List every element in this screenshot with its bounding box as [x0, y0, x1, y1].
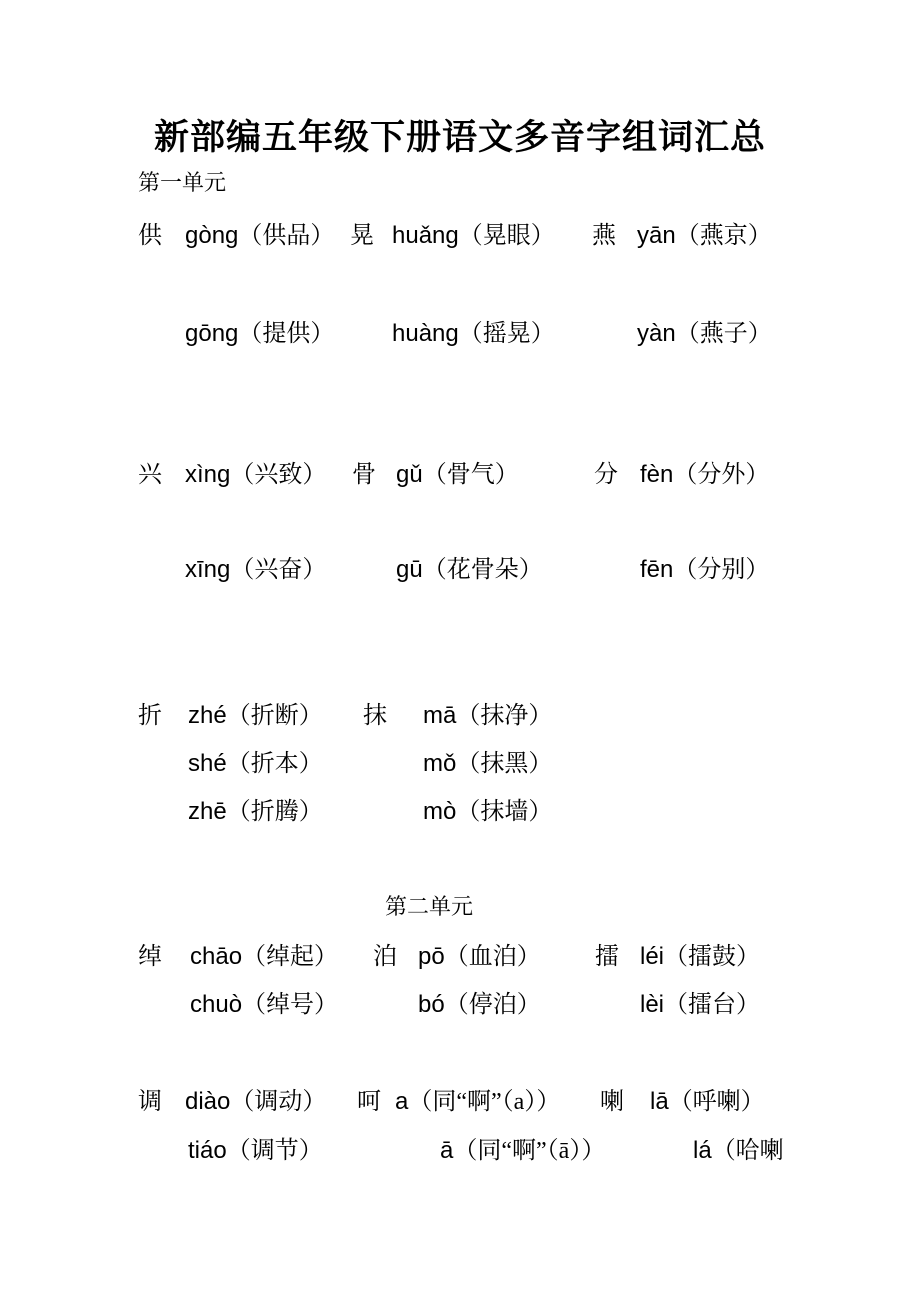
reading-entry: [418, 991, 541, 1020]
example-word: （抹净）: [456, 703, 553, 729]
reading-entry: [650, 1088, 765, 1117]
reading-entry: [423, 702, 552, 731]
reading-entry: [185, 461, 326, 490]
example-word: （骨气）: [422, 462, 519, 488]
hanzi-char: 调: [138, 1089, 162, 1115]
pinyin: gōng: [185, 320, 239, 347]
pinyin: chāo: [190, 943, 243, 970]
reading-entry: [185, 556, 326, 585]
example-word: （燕京）: [675, 223, 772, 249]
reading-entry: [396, 556, 543, 585]
pinyin: fèn: [640, 461, 674, 488]
example-word: （兴奋）: [230, 557, 327, 583]
hanzi-char: 折: [138, 703, 162, 729]
hanzi-char: 分: [594, 462, 618, 488]
pinyin: bó: [418, 991, 445, 1018]
pinyin: pō: [418, 943, 445, 970]
reading-entry: [418, 943, 541, 972]
hanzi-char: 绰: [138, 944, 162, 970]
example-word: （抹黑）: [456, 751, 553, 777]
reading-entry: [190, 943, 338, 972]
pinyin: léi: [640, 943, 665, 970]
pinyin: zhé: [188, 702, 227, 729]
reading-entry: [637, 320, 772, 349]
example-word: （折本）: [226, 751, 323, 777]
pinyin: chuò: [190, 991, 243, 1018]
example-word: （抹墙）: [456, 799, 553, 825]
pinyin: mā: [423, 702, 457, 729]
reading-entry: [423, 798, 552, 827]
pinyin: mǒ: [423, 750, 457, 777]
pinyin: yàn: [637, 320, 676, 347]
reading-entry: [637, 222, 772, 251]
example-word: （折腾）: [226, 799, 323, 825]
example-word: （绰号）: [242, 992, 339, 1018]
pinyin: diào: [185, 1088, 231, 1115]
pinyin: ā: [440, 1137, 454, 1164]
example-word: （调动）: [230, 1089, 327, 1115]
example-word: （哈喇: [711, 1138, 784, 1164]
pinyin: shé: [188, 750, 227, 777]
hanzi-char: 燕: [592, 223, 616, 249]
example-word: （呼喇）: [668, 1089, 765, 1115]
reading-entry: [640, 461, 769, 490]
pinyin: yān: [637, 222, 676, 249]
hanzi-char: 兴: [138, 462, 162, 488]
reading-entry: [392, 320, 555, 349]
reading-entry: [185, 1088, 326, 1117]
reading-entry: [395, 1088, 560, 1117]
pinyin: lèi: [640, 991, 665, 1018]
hanzi-char: 泊: [373, 944, 397, 970]
pinyin: huàng: [392, 320, 459, 347]
example-word: （擂鼓）: [664, 944, 761, 970]
pinyin: a: [395, 1088, 409, 1115]
example-word: （同“啊”（ā））: [453, 1138, 606, 1164]
example-word: （停泊）: [444, 992, 541, 1018]
hanzi-char: 骨: [352, 462, 376, 488]
example-word: （绰起）: [242, 944, 339, 970]
pinyin: lā: [650, 1088, 669, 1115]
example-word: （花骨朵）: [422, 557, 543, 583]
reading-entry: [190, 991, 338, 1020]
hanzi-char: 喇: [600, 1089, 624, 1115]
example-word: （分外）: [673, 462, 770, 488]
reading-entry: [640, 943, 760, 972]
hanzi-char: 呵: [357, 1089, 381, 1115]
reading-entry: [185, 222, 334, 251]
page-title: 新部编五年级下册语文多音字组词汇总: [153, 118, 766, 157]
example-word: （提供）: [238, 321, 335, 347]
section-heading-unit2: 第二单元: [385, 894, 474, 919]
example-word: （分别）: [673, 557, 770, 583]
example-word: （调节）: [226, 1138, 323, 1164]
pinyin: lá: [693, 1137, 712, 1164]
example-word: （晃眼）: [458, 223, 555, 249]
example-word: （擂台）: [664, 992, 761, 1018]
pinyin: gòng: [185, 222, 239, 249]
reading-entry: [188, 750, 323, 779]
reading-entry: [693, 1137, 784, 1166]
reading-entry: [188, 702, 323, 731]
reading-entry: [392, 222, 555, 251]
hanzi-char: 晃: [350, 223, 374, 249]
example-word: （供品）: [238, 223, 335, 249]
reading-entry: [396, 461, 519, 490]
pinyin: huǎng: [392, 222, 459, 249]
pinyin: xīng: [185, 556, 231, 583]
reading-entry: [640, 556, 769, 585]
section-heading-unit1: 第一单元: [138, 170, 227, 195]
reading-entry: [185, 320, 334, 349]
pinyin: gǔ: [396, 461, 423, 488]
pinyin: fēn: [640, 556, 674, 583]
example-word: （摇晃）: [458, 321, 555, 347]
hanzi-char: 供: [138, 223, 162, 249]
example-word: （血泊）: [444, 944, 541, 970]
example-word: （折断）: [226, 703, 323, 729]
reading-entry: [423, 750, 552, 779]
example-word: （燕子）: [675, 321, 772, 347]
pinyin: xìng: [185, 461, 231, 488]
hanzi-char: 抹: [363, 703, 387, 729]
reading-entry: [440, 1137, 605, 1166]
pinyin: tiáo: [188, 1137, 227, 1164]
reading-entry: [188, 1137, 323, 1166]
example-word: （同“啊”（a））: [408, 1089, 561, 1115]
pinyin: gū: [396, 556, 423, 583]
hanzi-char: 擂: [595, 944, 619, 970]
reading-entry: [188, 798, 323, 827]
pinyin: zhē: [188, 798, 227, 825]
reading-entry: [640, 991, 760, 1020]
example-word: （兴致）: [230, 462, 327, 488]
pinyin: mò: [423, 798, 457, 825]
